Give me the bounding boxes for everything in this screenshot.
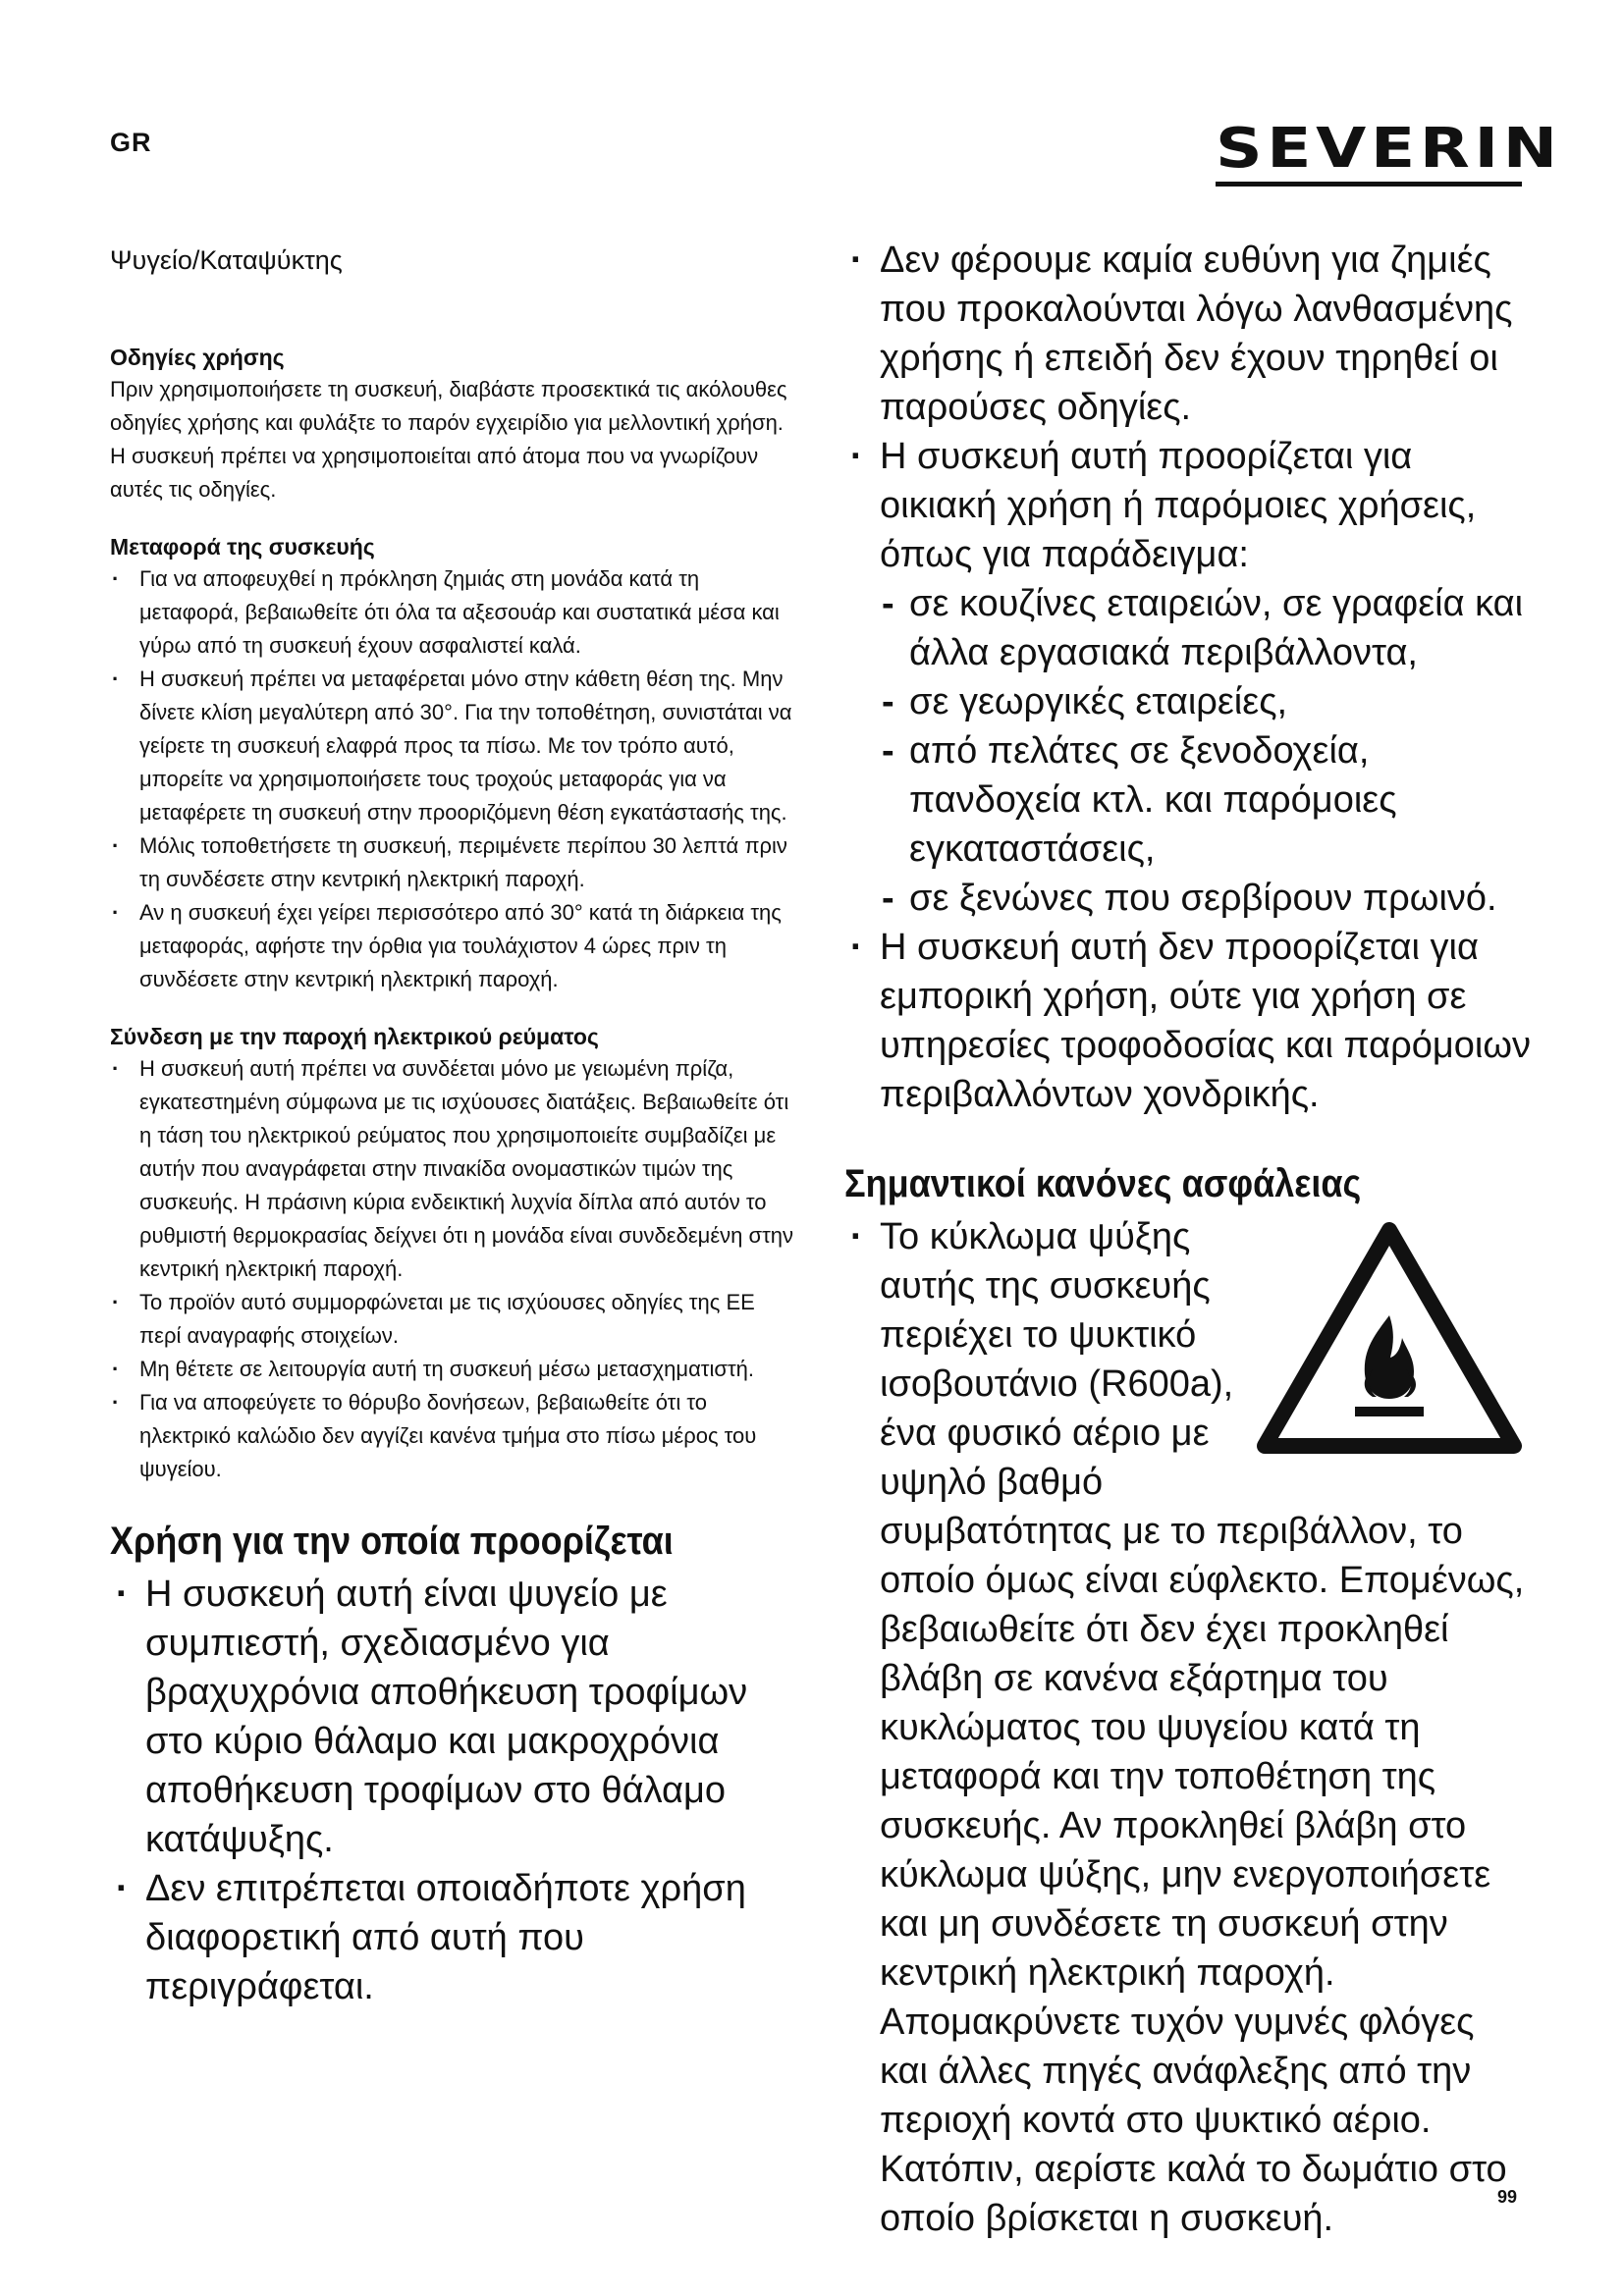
brand-underline [1216, 182, 1522, 187]
page-number: 99 [1497, 2187, 1518, 2207]
liability-item: · Δεν φέρουμε καμία ευθύνη για ζημιές που προκαλούνται λόγω λανθασμένης χρήσης ή επειδή δεν έχουν τηρηθεί οι παρούσες οδηγίες. [844, 236, 1532, 432]
safety-intro-text: · Το κύκλωμα ψύξης αυτής της συσκευής περιέχει το ψυκτικό ισοβουτάνιο (R600a), ένα φυσικό αέριο με υψηλό βαθμό [880, 1216, 1234, 1503]
household-use-item [844, 432, 1532, 923]
right-column [844, 236, 1532, 2243]
safety-section [844, 1162, 1532, 2243]
brand-logo: SEVERIN [1216, 117, 1562, 181]
instructions-section [110, 345, 797, 507]
transport-list [110, 562, 797, 996]
safety-rest-text: συμβατότητας με το περιβάλλον, το οποίο όμως είναι εύφλεκτο. Επομένως, βεβαιωθείτε ότι δεν έχει προκληθεί βλάβη σε κανένα εξάρτημα του κυκλώματος του ψυγείου κατά τη μεταφορά και την τοποθέτηση της συσκευής. Αν προκληθεί βλάβη στο κύκλωμα ψύξης, μην ενεργοποιήσετε και μη συνδέσετε τη συσκευή στην κεντρική ηλεκτρική παροχή. Απομακρύνετε τυχόν γυμνές φλόγες και άλλες πηγές ανάφλεξης από την περιοχή κοντά στο ψυκτικό αέριο. Κατόπιν, αερίστε καλά το δωμάτιο στο οποίο βρίσκεται η συσκευή. [880, 1511, 1525, 2239]
safety-item [844, 1212, 1532, 2243]
usage-examples-list [880, 579, 1532, 923]
connection-list [110, 1052, 797, 1486]
usage-example: - σε ξενώνες που σερβίρουν πρωινό. [880, 874, 1532, 923]
transport-section [110, 534, 797, 996]
usage-list [844, 236, 1532, 1119]
usage-example: - από πελάτες σε ξενοδοχεία, πανδοχεία κτλ. και παρόμοιες εγκαταστάσεις, [880, 726, 1532, 874]
safety-heading: Σημαντικοί κανόνες ασφάλειας [844, 1162, 1362, 1205]
intended-use-heading: Χρήση για την οποία προορίζεται [110, 1520, 674, 1563]
left-column [110, 245, 797, 2039]
instructions-text: Πριν χρησιμοποιήσετε τη συσκευή, διαβάστε προσεκτικά τις ακόλουθες οδηγίες χρήσης και φυλάξτε το παρόν εγχειρίδιο για μελλοντική χρήση. Η συσκευή πρέπει να χρησιμοποιείται από άτομα που να γνωρίζουν αυτές τις οδηγίες. [110, 377, 787, 502]
transport-item: · Αν η συσκευή έχει γείρει περισσότερο από 30° κατά τη διάρκεια της μεταφοράς, αφήστε την όρθια για τουλάχιστον 4 ώρες πριν τη συνδέσετε στην κεντρική ηλεκτρική παροχή. [110, 896, 797, 996]
transport-item: · Η συσκευή πρέπει να μεταφέρεται μόνο στην κάθετη θέση της. Μην δίνετε κλίση μεγαλύτερη από 30°. Για την τοποθέτηση, συνιστάται να γείρετε τη συσκευή ελαφρά προς τα πίσω. Με τον τρόπο αυτό, μπορείτε να χρησιμοποιήσετε τους τροχούς μεταφοράς για να μεταφέρετε τη συσκευή στην προοριζόμενη θέση εγκατάστασής της. [110, 663, 797, 829]
connection-item: · Το προϊόν αυτό συμμορφώνεται με τις ισχύουσες οδηγίες της ΕΕ περί αναγραφής στοιχείων. [110, 1286, 797, 1353]
commercial-use-item: · Η συσκευή αυτή δεν προορίζεται για εμπορική χρήση, ούτε για χρήση σε υπηρεσίες τροφοδοσίας και παρόμοιων περιβαλλόντων χονδρικής. [844, 923, 1532, 1119]
connection-heading: Σύνδεση με την παροχή ηλεκτρικού ρεύματος [110, 1024, 599, 1049]
intended-use-section [110, 1520, 797, 2011]
intended-use-list [110, 1570, 797, 2011]
connection-item: · Για να αποφεύγετε το θόρυβο δονήσεων, βεβαιωθείτε ότι το ηλεκτρικό καλώδιο δεν αγγίζει κανένα τμήμα στο πίσω μέρος του ψυγείου. [110, 1386, 797, 1486]
connection-item: · Η συσκευή αυτή πρέπει να συνδέεται μόνο με γειωμένη πρίζα, εγκατεστημένη σύμφωνα με τις ισχύουσες διατάξεις. Βεβαιωθείτε ότι η τάση του ηλεκτρικού ρεύματος που χρησιμοποιείτε συμβαδίζει με αυτήν που αναγράφεται στην πινακίδα ονομαστικών τιμών της συσκευής. Η πράσινη κύρια ενδεικτική λυχνία δίπλα από αυτόν το ρυθμιστή θερμοκρασίας δείχνει ότι η μονάδα είναι συνδεδεμένη στην κεντρική ηλεκτρική παροχή. [110, 1052, 797, 1286]
transport-item: · Μόλις τοποθετήσετε τη συσκευή, περιμένετε περίπου 30 λεπτά πριν τη συνδέσετε στην κεντρική ηλεκτρική παροχή. [110, 829, 797, 896]
transport-heading: Μεταφορά της συσκευής [110, 534, 375, 560]
intended-use-item: · Η συσκευή αυτή είναι ψυγείο με συμπιεστή, σχεδιασμένο για βραχυχρόνια αποθήκευση τροφίμων στο κύριο θάλαμο και μακροχρόνια αποθήκευση τροφίμων στο θάλαμο κατάψυξης. [110, 1570, 797, 1864]
language-code: GR [110, 128, 152, 157]
document-title: Ψυγείο/Καταψύκτης [110, 245, 343, 275]
transport-item: · Για να αποφευχθεί η πρόκληση ζημιάς στη μονάδα κατά τη μεταφορά, βεβαιωθείτε ότι όλα τα αξεσουάρ και συστατικά μέσα και γύρω από τη συσκευή έχουν ασφαλιστεί καλά. [110, 562, 797, 663]
household-use-text: Η συσκευή αυτή προορίζεται για οικιακή χρήση ή παρόμοιες χρήσεις, όπως για παράδειγμα: [880, 436, 1477, 575]
usage-example: - σε κουζίνες εταιρειών, σε γραφεία και άλλα εργασιακά περιβάλλοντα, [880, 579, 1532, 677]
connection-section [110, 1024, 797, 1486]
instructions-heading: Οδηγίες χρήσης [110, 345, 285, 370]
safety-list [844, 1212, 1532, 2243]
intended-use-item: · Δεν επιτρέπεται οποιαδήποτε χρήση διαφορετική από αυτή που περιγράφεται. [110, 1864, 797, 2011]
usage-example: - σε γεωργικές εταιρείες, [880, 677, 1532, 726]
connection-item: · Μη θέτετε σε λειτουργία αυτή τη συσκευή μέσω μετασχηματιστή. [110, 1353, 797, 1386]
